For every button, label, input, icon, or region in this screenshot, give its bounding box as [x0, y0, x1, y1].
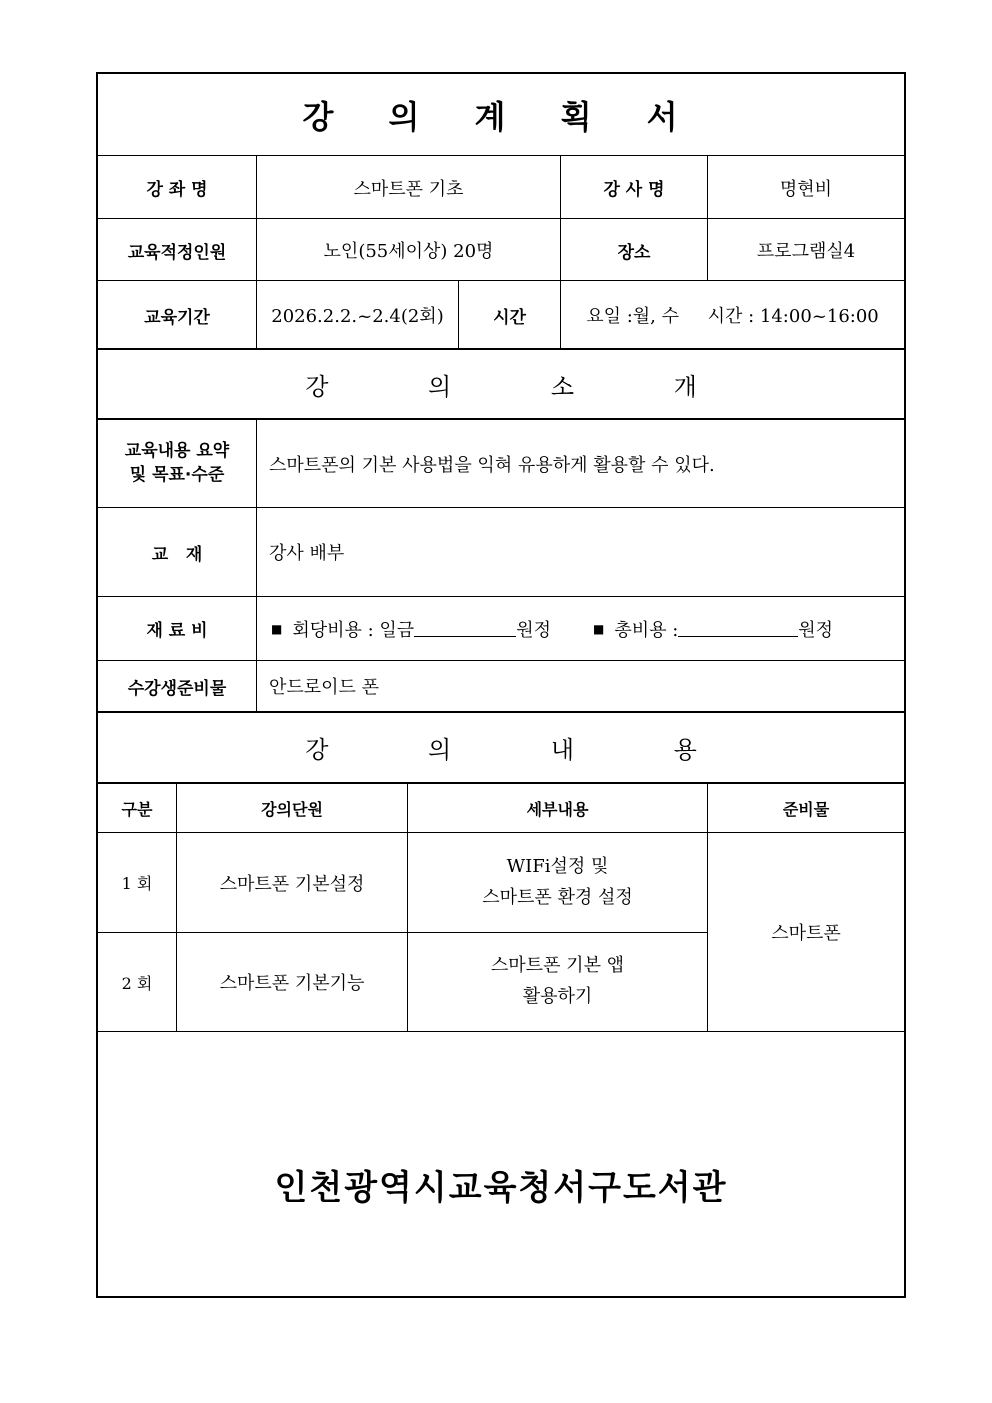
intro-section-title: 강 의 소 개	[305, 373, 743, 401]
course-name-label: 강 좌 명	[146, 180, 208, 200]
instructor-label: 강 사 명	[603, 180, 665, 200]
fee-total-unit: 원정	[798, 619, 834, 641]
fee-total-blank	[678, 620, 798, 637]
detail-2-line1: 스마트폰 기본 앱	[490, 955, 625, 977]
detail-1-line2: 스마트폰 환경 설정	[482, 886, 633, 908]
issuer-name: 인천광역시교육청서구도서관	[274, 1167, 728, 1208]
column-line	[560, 156, 561, 350]
column-line	[707, 784, 708, 1032]
course-name-value: 스마트폰 기초	[353, 178, 464, 200]
header-materials: 준비물	[782, 799, 830, 819]
textbook-label: 교 재	[151, 544, 203, 565]
session-2: 2 회	[121, 973, 153, 993]
detail-1-line1: WIFi설정 및	[506, 855, 609, 877]
detail-2-line2: 활용하기	[522, 986, 593, 1007]
unit-2: 스마트폰 기본기능	[219, 973, 365, 994]
material-fee-label: 재 료 비	[146, 621, 208, 641]
fee-total-label: 총비용 :	[614, 619, 679, 641]
instructor-value: 명현비	[779, 178, 833, 200]
prep-label: 수강생준비물	[127, 678, 227, 699]
detail-1	[408, 833, 707, 932]
column-line	[458, 281, 459, 350]
column-line	[707, 156, 708, 281]
period-label: 교육기간	[144, 307, 210, 328]
detail-2	[408, 933, 707, 1031]
place-label: 장소	[617, 242, 651, 263]
summary-label-line1: 교육내용 요약	[124, 440, 230, 461]
divider	[98, 1031, 904, 1032]
fee-per-session-label: 회당비용 : 일금	[292, 619, 415, 641]
column-line	[407, 784, 408, 1032]
period-value: 2026.2.2.~2.4(2회)	[271, 306, 444, 327]
fee-per-session-unit: 원정	[516, 619, 551, 641]
summary-value: 스마트폰의 기본 사용법을 익혀 유용하게 활용할 수 있다.	[269, 454, 715, 476]
session-1: 1 회	[121, 874, 153, 893]
column-line	[256, 156, 257, 350]
header-detail: 세부내용	[526, 799, 589, 819]
material-fee-value	[257, 597, 904, 660]
summary-label	[98, 420, 256, 507]
header-session: 구분	[121, 799, 153, 819]
place-value: 프로그램실4	[756, 241, 856, 262]
fee-per-session-blank	[414, 620, 516, 637]
capacity-label: 교육적정인원	[127, 242, 227, 263]
materials-value: 스마트폰	[771, 923, 841, 944]
time-label: 시간	[493, 307, 526, 328]
header-unit: 강의단원	[261, 799, 323, 819]
unit-1: 스마트폰 기본설정	[219, 873, 365, 895]
column-line	[176, 784, 177, 1032]
content-section-title: 강 의 내 용	[305, 736, 743, 764]
summary-label-line2: 및 목표·수준	[129, 464, 225, 485]
column-line	[256, 420, 257, 712]
prep-value: 안드로이드 폰	[269, 677, 380, 698]
bullet-icon: ■	[271, 621, 283, 636]
bullet-icon: ■	[592, 621, 605, 636]
page-title: 강 의 계 획 서	[302, 98, 700, 136]
textbook-value: 강사 배부	[269, 543, 345, 564]
lecture-plan-form	[96, 72, 906, 1298]
time-value: 요일 :월, 수 시간 : 14:00~16:00	[586, 306, 879, 327]
capacity-value: 노인(55세이상) 20명	[323, 241, 494, 262]
